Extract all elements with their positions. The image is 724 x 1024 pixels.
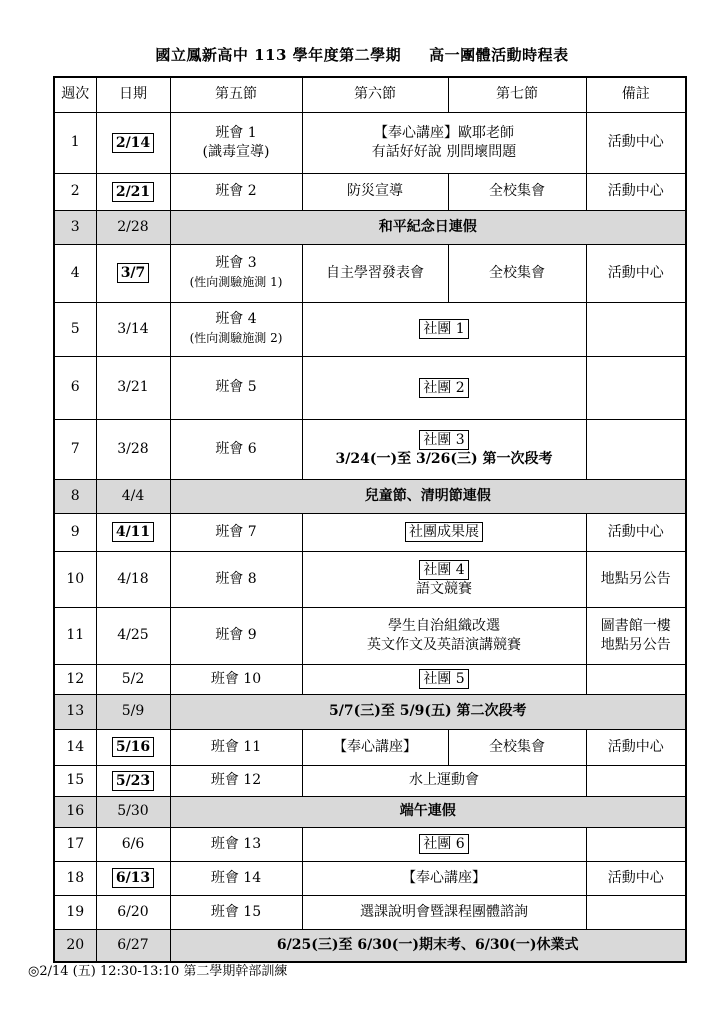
date-value: 2/14 [112,133,154,153]
note-cell [586,827,686,861]
period67-cell [302,827,586,861]
header-row [54,77,686,112]
week-cell: 16 [54,796,96,827]
date-cell [96,244,170,302]
date-cell: 4/18 [96,551,170,607]
week-cell: 2 [54,173,96,210]
note-cell [586,664,686,694]
header-date: 日期 [96,77,170,112]
schedule-table [53,76,687,963]
note-cell [586,607,686,664]
exam-text: 3/24(一)至 3/26(三) 第一次段考 [335,450,553,467]
week-cell: 7 [54,419,96,479]
period67-cell: 選課說明會暨課程團體諮詢 [302,895,586,929]
period7-cell: 全校集會 [448,173,586,210]
date-cell: 3/21 [96,356,170,419]
week-cell: 8 [54,479,96,513]
table-row [54,607,686,664]
week-cell: 11 [54,607,96,664]
period6-cell: 防災宣導 [302,173,448,210]
period6-cell: 自主學習發表會 [302,244,448,302]
holiday-cell: 5/7(三)至 5/9(五) 第二次段考 [170,694,686,729]
period67-subtext: 語文競賽 [416,580,472,597]
note-cell: 活動中心 [586,729,686,765]
period5-cell: 班會 14 [170,861,302,895]
date-cell [96,513,170,551]
club-box: 社團 2 [419,378,468,398]
table-row [54,729,686,765]
week-cell: 3 [54,210,96,244]
date-cell [96,729,170,765]
period5-cell: 班會 7 [170,513,302,551]
week-cell: 19 [54,895,96,929]
note-cell: 地點另公告 [586,551,686,607]
table-row [54,796,686,827]
note-cell [586,302,686,356]
date-cell [96,173,170,210]
period67-cell: 水上運動會 [302,765,586,796]
period67-cell [302,419,586,479]
header-week: 週次 [54,77,96,112]
date-cell: 6/27 [96,929,170,962]
note-cell [586,356,686,419]
holiday-cell: 端午連假 [170,796,686,827]
week-cell: 15 [54,765,96,796]
period5-text: 班會 3 [215,255,257,271]
period67-cell [302,551,586,607]
period6-cell: 【奉心講座】 [302,729,448,765]
table-row [54,929,686,962]
week-cell: 17 [54,827,96,861]
period5-cell: 班會 12 [170,765,302,796]
table-row [54,112,686,173]
date-cell: 5/2 [96,664,170,694]
header-notes: 備註 [586,77,686,112]
period67-cell [302,513,586,551]
date-value: 3/7 [117,263,150,283]
table-row [54,419,686,479]
period5-text: 班會 1 [215,124,257,141]
week-cell: 14 [54,729,96,765]
date-value: 6/13 [112,868,154,888]
date-cell [96,112,170,173]
document-title [0,44,724,65]
date-cell [96,765,170,796]
date-cell: 3/14 [96,302,170,356]
footer-note: ◎2/14 (五) 12:30-13:10 第二學期幹部訓練 [28,964,288,979]
period7-cell: 全校集會 [448,244,586,302]
note-cell: 活動中心 [586,173,686,210]
period5-text: 班會 4 [215,311,257,327]
period67-cell [302,112,586,173]
date-cell: 4/25 [96,607,170,664]
header-period5: 第五節 [170,77,302,112]
table-row [54,765,686,796]
period5-cell: 班會 13 [170,827,302,861]
week-cell: 6 [54,356,96,419]
note-cell: 活動中心 [586,861,686,895]
table-row [54,861,686,895]
period5-subtext: (性向測驗施測 1) [189,275,283,289]
club-box: 社團 1 [419,319,468,339]
date-value: 5/23 [112,771,154,791]
date-cell: 6/20 [96,895,170,929]
title-schedule: 高一團體活動時程表 [429,46,569,64]
period5-cell: 班會 9 [170,607,302,664]
week-cell: 4 [54,244,96,302]
week-cell: 5 [54,302,96,356]
date-cell: 5/30 [96,796,170,827]
table-row [54,210,686,244]
date-cell: 5/9 [96,694,170,729]
period67-line2: 英文作文及英語演講競賽 [367,636,521,653]
note-cell [586,419,686,479]
club-box: 社團 4 [419,560,468,580]
period67-line1: 【奉心講座】歐耶老師 [374,124,514,141]
date-cell: 4/4 [96,479,170,513]
table-row [54,827,686,861]
club-box: 社團 3 [419,430,468,450]
week-cell: 20 [54,929,96,962]
club-box: 社團成果展 [405,522,483,542]
note-cell [586,765,686,796]
period5-cell: 班會 10 [170,664,302,694]
week-cell: 9 [54,513,96,551]
date-value: 4/11 [112,522,154,542]
period67-cell [302,356,586,419]
period5-subtext: (性向測驗施測 2) [189,331,283,345]
note-line2: 地點另公告 [600,636,671,653]
note-cell: 活動中心 [586,112,686,173]
period5-cell: 班會 6 [170,419,302,479]
date-cell [96,861,170,895]
title-school-term: 國立鳳新高中 113 學年度第二學期 [155,46,402,64]
period5-cell [170,244,302,302]
period5-cell: 班會 2 [170,173,302,210]
holiday-cell: 和平紀念日連假 [170,210,686,244]
period67-cell [302,664,586,694]
table-row [54,694,686,729]
week-cell: 10 [54,551,96,607]
table-row [54,302,686,356]
table-row [54,356,686,419]
date-cell: 2/28 [96,210,170,244]
week-cell: 1 [54,112,96,173]
period5-cell: 班會 5 [170,356,302,419]
club-box: 社團 5 [419,669,468,689]
period5-subtext: (識毒宣導) [202,143,270,160]
week-cell: 13 [54,694,96,729]
period67-line1: 學生自治組織改選 [388,617,500,634]
period5-cell [170,112,302,173]
note-cell: 活動中心 [586,513,686,551]
period5-cell: 班會 15 [170,895,302,929]
club-box: 社團 6 [419,834,468,854]
period5-cell [170,302,302,356]
table-row [54,479,686,513]
period67-cell: 【奉心講座】 [302,861,586,895]
table-row [54,895,686,929]
date-value: 5/16 [112,737,154,757]
date-cell: 3/28 [96,419,170,479]
date-cell: 6/6 [96,827,170,861]
header-period6: 第六節 [302,77,448,112]
note-line1: 圖書館一樓 [600,617,671,634]
table-row [54,513,686,551]
week-cell: 12 [54,664,96,694]
period67-cell [302,607,586,664]
period67-line2: 有話好好說 別問壞問題 [371,143,517,160]
table-row [54,551,686,607]
table-row [54,173,686,210]
week-cell: 18 [54,861,96,895]
table-row [54,244,686,302]
note-cell: 活動中心 [586,244,686,302]
period5-cell: 班會 8 [170,551,302,607]
holiday-cell: 6/25(三)至 6/30(一)期末考、6/30(一)休業式 [170,929,686,962]
holiday-cell: 兒童節、清明節連假 [170,479,686,513]
header-period7: 第七節 [448,77,586,112]
period7-cell: 全校集會 [448,729,586,765]
date-value: 2/21 [112,182,154,202]
period5-cell: 班會 11 [170,729,302,765]
table-row [54,664,686,694]
period67-cell [302,302,586,356]
note-cell [586,895,686,929]
